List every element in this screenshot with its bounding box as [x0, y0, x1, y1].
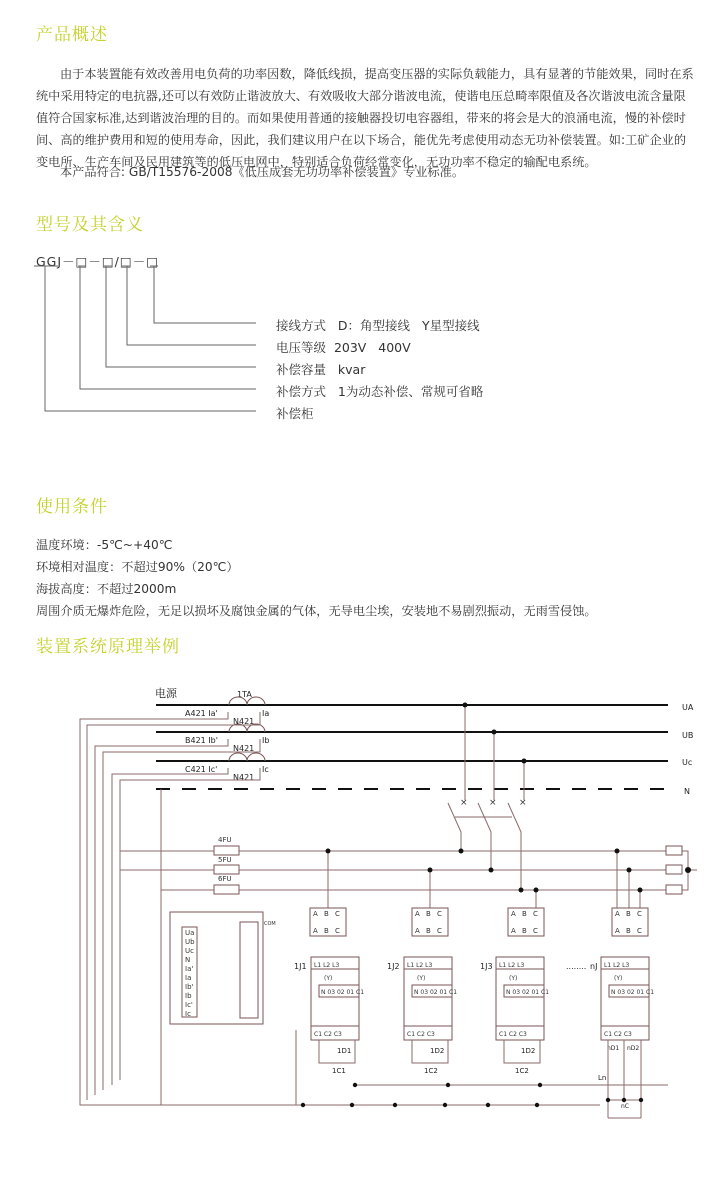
svg-text:A: A: [615, 910, 620, 918]
svg-text:C1 C2 C3: C1 C2 C3: [407, 1031, 435, 1038]
model-item-voltage: 电压等级 203V 400V: [276, 340, 411, 355]
section-title-diagram: 装置系统原理举例: [36, 637, 180, 657]
svg-text:Ib: Ib: [185, 992, 192, 1000]
svg-text:C: C: [637, 927, 642, 935]
svg-text:C: C: [533, 910, 538, 918]
condition-altitude: 海拔高度：不超过2000m: [36, 582, 177, 596]
svg-text:N421: N421: [233, 773, 255, 782]
svg-text:B: B: [324, 927, 329, 935]
overview-standard: 本产品符合: GB/T15576-2008《低压成套无功功率补偿装置》专业标准。: [60, 165, 465, 179]
svg-text:C1 C2 C3: C1 C2 C3: [604, 1031, 632, 1038]
model-leader-lines: [0, 0, 726, 480]
svg-text:A: A: [511, 910, 516, 918]
model-item-wiring: 接线方式 D：角型接线 Y星型接线: [276, 318, 480, 333]
model-item-mode: 补偿方式 1为动态补偿、常规可省略: [276, 384, 484, 399]
svg-text:(Y): (Y): [509, 975, 518, 982]
model-code: GGJ－□－□/□－□: [36, 254, 160, 269]
svg-text:A: A: [511, 927, 516, 935]
svg-text:×: ×: [460, 798, 468, 808]
svg-text:UA: UA: [682, 703, 694, 712]
svg-text:Ic': Ic': [185, 1001, 193, 1009]
svg-text:N421: N421: [233, 717, 255, 726]
svg-text:A: A: [415, 910, 420, 918]
svg-text:5FU: 5FU: [218, 856, 232, 864]
svg-text:UB: UB: [682, 731, 694, 740]
svg-text:Ib: Ib: [262, 736, 270, 745]
svg-text:L1 L2 L3: L1 L2 L3: [407, 962, 433, 969]
svg-text:1C2: 1C2: [515, 1067, 529, 1075]
svg-text:A: A: [615, 927, 620, 935]
svg-text:Ib': Ib': [185, 983, 194, 991]
svg-text:Ic: Ic: [185, 1010, 191, 1018]
svg-text:B: B: [426, 910, 431, 918]
svg-text:1J3: 1J3: [480, 962, 493, 971]
svg-text:B: B: [626, 927, 631, 935]
svg-text:N 03 02 01 C1: N 03 02 01 C1: [414, 989, 458, 996]
svg-text:Ic: Ic: [262, 765, 269, 774]
svg-text:B421 Ib': B421 Ib': [185, 736, 218, 745]
svg-text:1TA: 1TA: [237, 690, 252, 699]
svg-text:C421 Ic': C421 Ic': [185, 765, 218, 774]
svg-text:nD1: nD1: [607, 1045, 620, 1052]
svg-text:×: ×: [489, 798, 497, 808]
svg-text:B: B: [324, 910, 329, 918]
svg-text:1C1: 1C1: [332, 1067, 346, 1075]
svg-text:nC: nC: [621, 1103, 629, 1110]
svg-text:B: B: [626, 910, 631, 918]
svg-text:B: B: [522, 910, 527, 918]
svg-text:1D1: 1D1: [337, 1047, 352, 1055]
svg-text:1J2: 1J2: [387, 962, 400, 971]
section-title-conditions: 使用条件: [36, 497, 108, 517]
system-schematic: [0, 680, 726, 1194]
svg-text:A421 Ia': A421 Ia': [185, 709, 218, 718]
svg-text:Ia': Ia': [185, 965, 194, 973]
svg-text:4FU: 4FU: [218, 836, 232, 844]
svg-text:A: A: [313, 927, 318, 935]
svg-text:N 03 02 01 C1: N 03 02 01 C1: [321, 989, 365, 996]
svg-text:Ub: Ub: [185, 938, 195, 946]
condition-temperature: 温度环境：-5℃~+40℃: [36, 538, 173, 552]
svg-text:L1 L2 L3: L1 L2 L3: [499, 962, 525, 969]
svg-text:L1 L2 L3: L1 L2 L3: [314, 962, 340, 969]
svg-text:A: A: [415, 927, 420, 935]
svg-text:(Y): (Y): [324, 975, 333, 982]
svg-text:C: C: [335, 927, 340, 935]
condition-humidity: 环境相对温度：不超过90%（20℃）: [36, 560, 239, 574]
svg-text:L1 L2 L3: L1 L2 L3: [604, 962, 630, 969]
model-item-capacity: 补偿容量 kvar: [276, 362, 366, 377]
section-title-model: 型号及其含义: [36, 215, 144, 235]
section-title-overview: 产品概述: [36, 25, 108, 45]
svg-text:C1 C2 C3: C1 C2 C3: [499, 1031, 527, 1038]
svg-text:(Y): (Y): [614, 975, 623, 982]
svg-text:........: ........: [566, 962, 587, 971]
svg-text:C: C: [335, 910, 340, 918]
svg-text:Uc: Uc: [185, 947, 194, 955]
svg-text:Ln: Ln: [598, 1074, 607, 1082]
svg-text:N: N: [185, 956, 191, 964]
overview-paragraph: 由于本装置能有效改善用电负荷的功率因数，降低线损，提高变压器的实际负载能力，具有显著的节能效果，同时在系统中采用特定的电抗器,还可以有效防止谐波放大、有效吸收大部分谐波电流，使谐电压总畸率限值及各次谐波电流含量限值符合国家标准,达到谐波治理的目的。而如果使用普通的接触器投切电容器组，带来的将会是大的浪涌电流，慢的补偿时间、高的维护费用和短的使用寿命，因此，我们建议用户在以下场合，能优先考虑使用动态无功补偿装置。如:工矿企业的变电所、生产车间及民用建筑等的低压电网中，特别适合负荷经常变化，无功功率不稳定的输配电系统。: [36, 67, 694, 169]
svg-text:1D2: 1D2: [521, 1047, 536, 1055]
svg-text:1C2: 1C2: [424, 1067, 438, 1075]
svg-text:Ia: Ia: [262, 709, 270, 718]
svg-text:N: N: [684, 787, 690, 796]
svg-text:B: B: [426, 927, 431, 935]
svg-text:Ia: Ia: [185, 974, 192, 982]
svg-text:C1 C2 C3: C1 C2 C3: [314, 1031, 342, 1038]
condition-environment: 周围介质无爆炸危险，无足以损坏及腐蚀金属的气体，无导电尘埃，安装地不易剧烈振动，无雨雪侵蚀。: [36, 604, 597, 618]
svg-text:A: A: [313, 910, 318, 918]
svg-text:N 03 02 01 C1: N 03 02 01 C1: [611, 989, 655, 996]
svg-text:Ua: Ua: [185, 929, 195, 937]
svg-text:C: C: [437, 910, 442, 918]
svg-text:6FU: 6FU: [218, 875, 232, 883]
svg-text:B: B: [522, 927, 527, 935]
svg-text:Uc: Uc: [682, 758, 693, 767]
svg-text:C: C: [637, 910, 642, 918]
svg-text:1D2: 1D2: [430, 1047, 445, 1055]
svg-text:C: C: [437, 927, 442, 935]
svg-text:×: ×: [519, 798, 527, 808]
svg-text:1J1: 1J1: [294, 962, 307, 971]
svg-text:N 03 02 01 C1: N 03 02 01 C1: [506, 989, 550, 996]
svg-text:nD2: nD2: [627, 1045, 640, 1052]
svg-text:N421: N421: [233, 744, 255, 753]
svg-text:COM: COM: [264, 921, 276, 927]
svg-text:电源: 电源: [155, 687, 177, 700]
svg-text:C: C: [533, 927, 538, 935]
model-item-cabinet: 补偿柜: [276, 406, 314, 421]
svg-text:nJ: nJ: [590, 962, 598, 971]
svg-text:(Y): (Y): [417, 975, 426, 982]
